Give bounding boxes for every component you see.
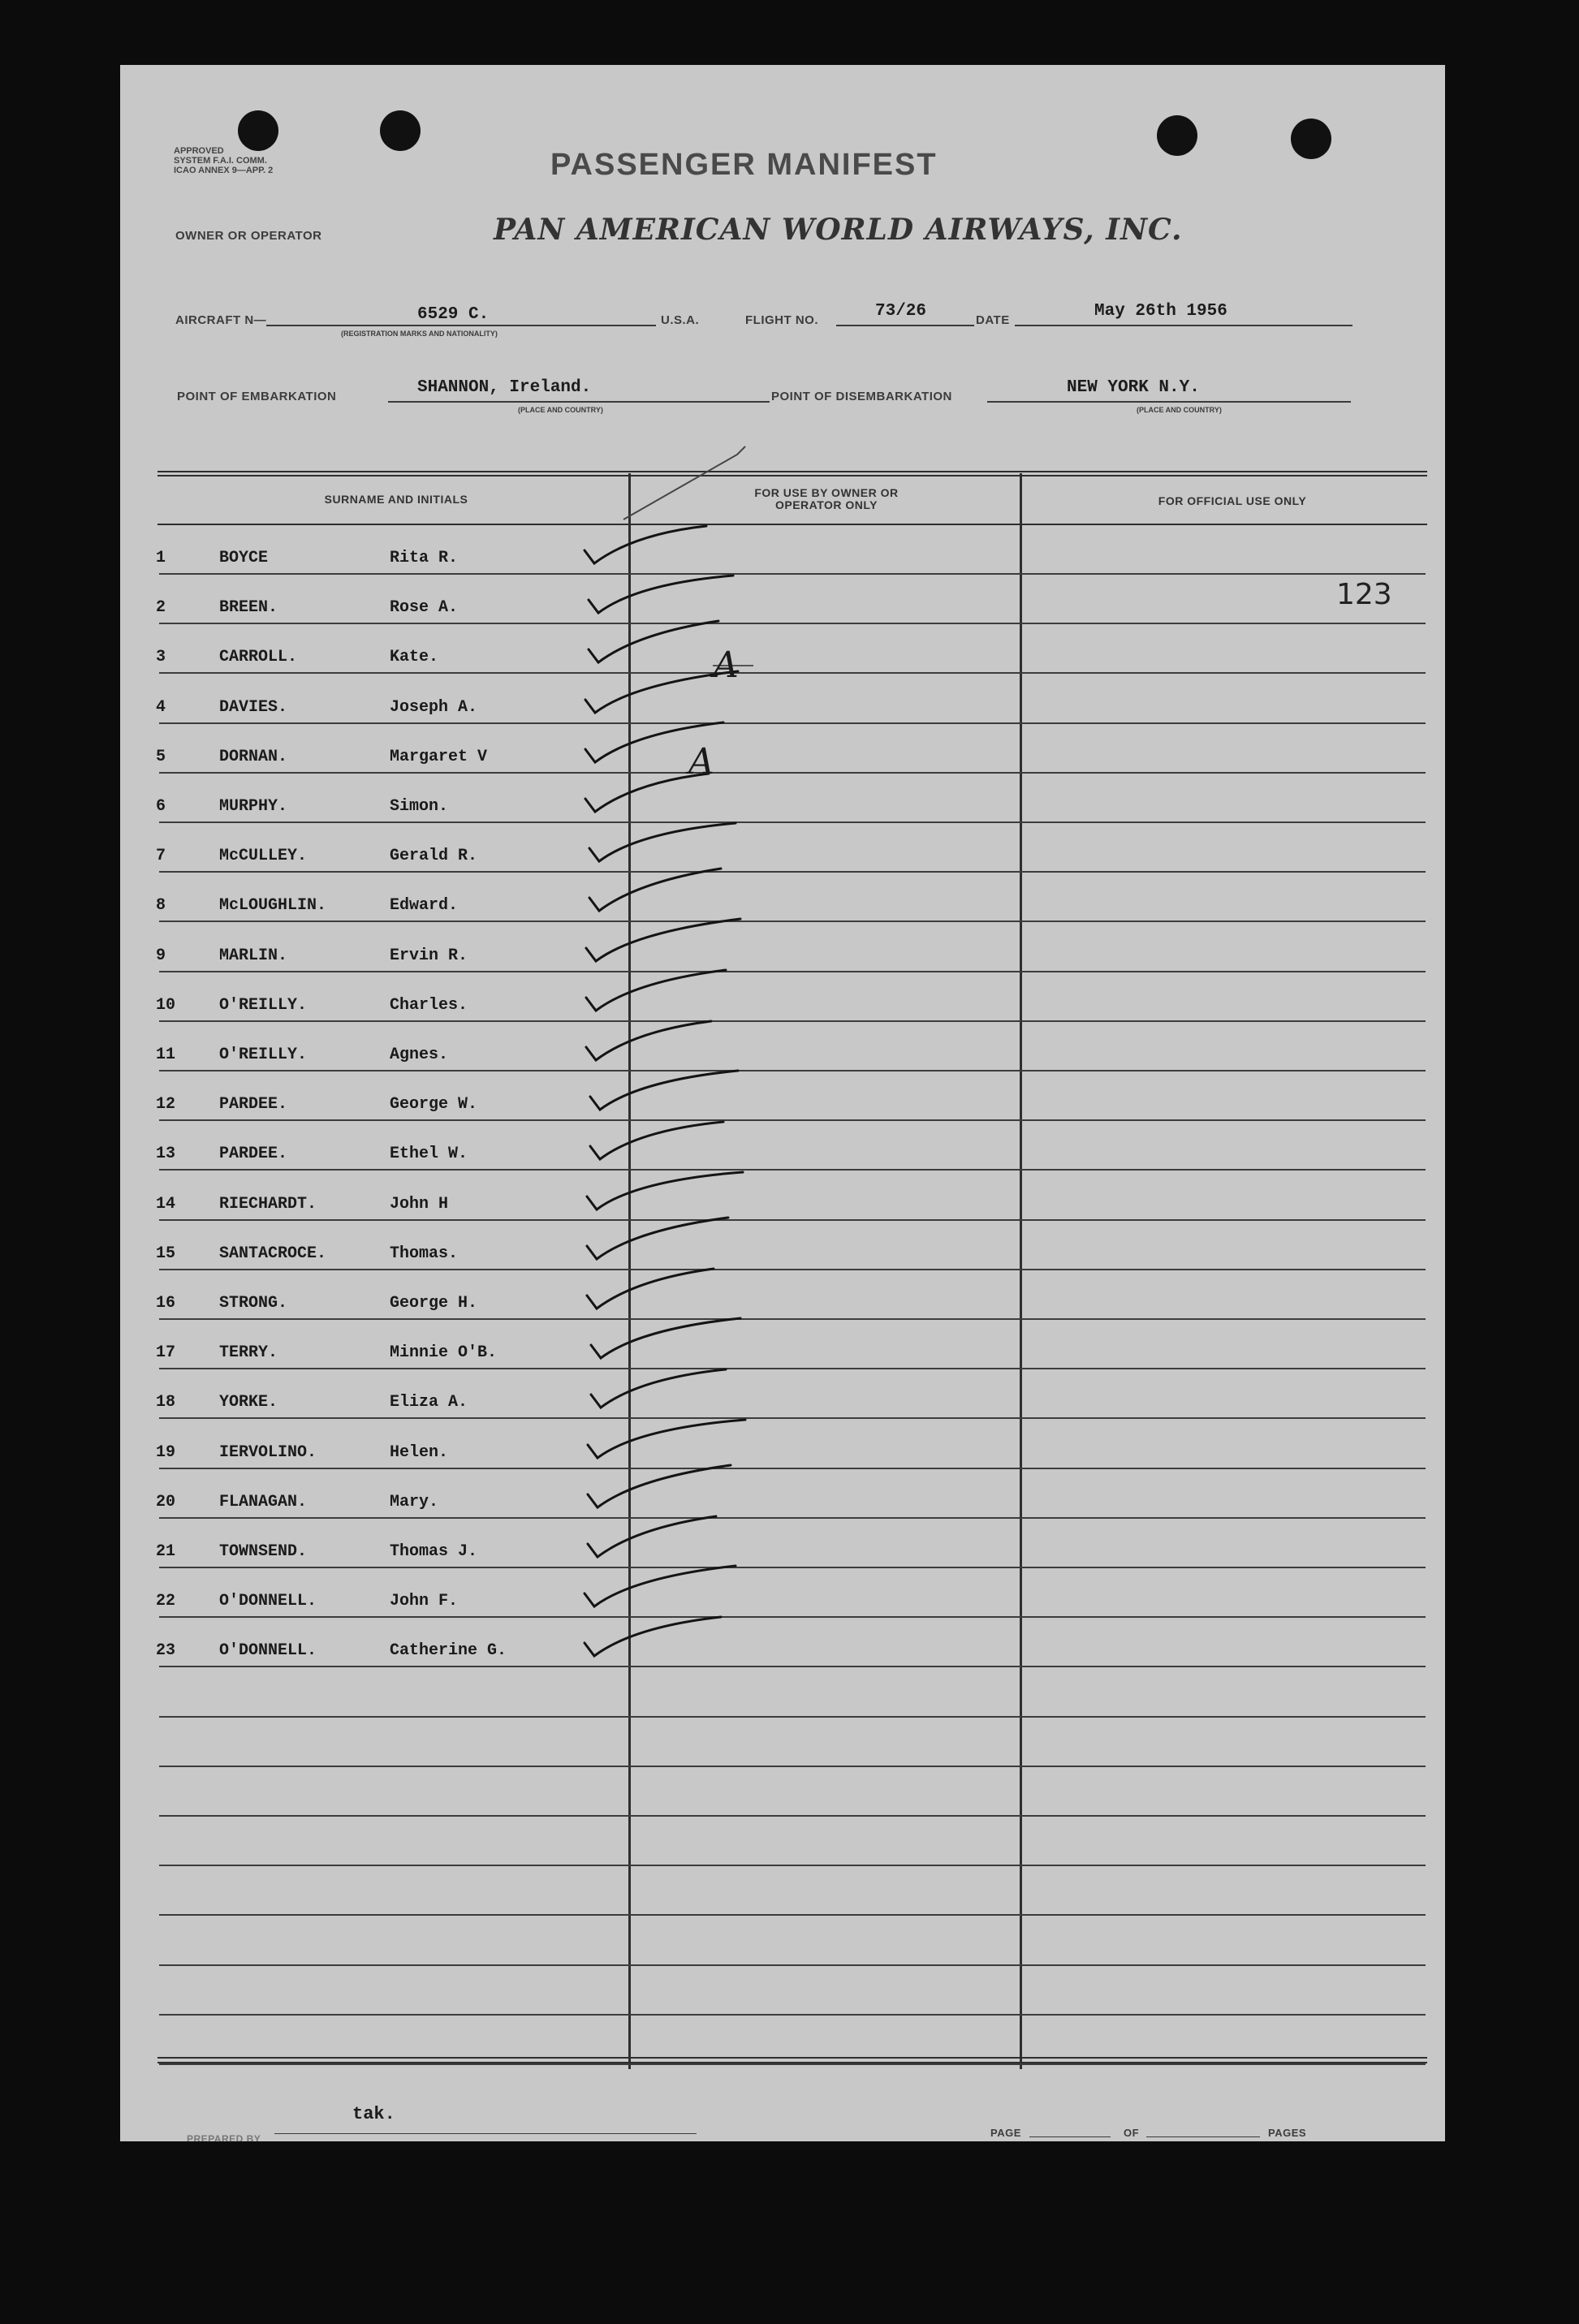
row-number: 1 xyxy=(156,549,166,567)
passenger-surname: BREEN. xyxy=(219,598,278,617)
passenger-surname: MURPHY. xyxy=(219,797,288,816)
col-header-official: FOR OFFICIAL USE ONLY xyxy=(1158,494,1307,507)
passenger-given-name: Thomas. xyxy=(390,1244,459,1263)
passenger-given-name: Joseph A. xyxy=(390,698,478,717)
check-mark xyxy=(589,869,721,911)
passenger-surname: PARDEE. xyxy=(219,1095,288,1114)
check-mark xyxy=(586,970,726,1011)
flight-value: 73/26 xyxy=(875,302,927,321)
handwritten-annotation: A xyxy=(713,645,739,686)
row-number: 14 xyxy=(156,1195,176,1214)
check-mark xyxy=(589,621,718,662)
row-number: 18 xyxy=(156,1393,176,1412)
passenger-given-name: Kate. xyxy=(390,648,439,666)
passenger-surname: O'REILLY. xyxy=(219,996,308,1015)
passenger-given-name: John H xyxy=(390,1195,449,1214)
prepared-label: PREPARED BY xyxy=(187,2133,261,2141)
usa-label: U.S.A. xyxy=(661,313,700,327)
form-title: PASSENGER MANIFEST xyxy=(550,148,938,182)
row-number: 23 xyxy=(156,1641,176,1660)
check-mark xyxy=(589,823,736,861)
flight-label: FLIGHT NO. xyxy=(745,313,818,327)
row-number: 15 xyxy=(156,1244,176,1263)
passenger-given-name: Rita R. xyxy=(390,549,459,567)
passenger-given-name: Margaret V xyxy=(390,748,488,766)
passenger-surname: STRONG. xyxy=(219,1294,288,1313)
approval-line: APPROVED xyxy=(174,146,224,156)
passenger-surname: SANTACROCE. xyxy=(219,1244,327,1263)
disembarkation-caption: (PLACE AND COUNTRY) xyxy=(1137,406,1222,414)
passenger-surname: FLANAGAN. xyxy=(219,1493,308,1511)
owner-label: OWNER OR OPERATOR xyxy=(175,229,322,243)
passenger-surname: DORNAN. xyxy=(219,748,288,766)
check-mark xyxy=(588,1420,745,1458)
row-number: 7 xyxy=(156,847,166,865)
registration-caption: (REGISTRATION MARKS AND NATIONALITY) xyxy=(341,330,498,338)
passenger-surname: RIECHARDT. xyxy=(219,1195,317,1214)
owner-value: PAN AMERICAN WORLD AIRWAYS, INC. xyxy=(494,213,1183,247)
manifest-sheet xyxy=(120,65,1445,2141)
row-number: 6 xyxy=(156,797,166,816)
passenger-given-name: George W. xyxy=(390,1095,478,1114)
row-number: 16 xyxy=(156,1294,176,1313)
aircraft-label: AIRCRAFT N— xyxy=(175,313,267,327)
row-number: 10 xyxy=(156,996,176,1015)
disembarkation-value: NEW YORK N.Y. xyxy=(1067,378,1200,397)
approval-line: SYSTEM F.A.I. COMM. xyxy=(174,156,267,166)
passenger-surname: MARLIN. xyxy=(219,946,288,965)
passenger-surname: TOWNSEND. xyxy=(219,1542,308,1561)
check-mark xyxy=(589,576,733,613)
passenger-surname: McCULLEY. xyxy=(219,847,308,865)
check-mark xyxy=(585,1617,721,1656)
date-value: May 26th 1956 xyxy=(1094,302,1227,321)
check-mark xyxy=(591,1369,726,1408)
row-number: 4 xyxy=(156,698,166,717)
checkmarks-layer xyxy=(120,65,1445,2141)
check-mark xyxy=(591,1318,740,1358)
passenger-surname: IERVOLINO. xyxy=(219,1443,317,1462)
row-number: 12 xyxy=(156,1095,176,1114)
disembarkation-label: POINT OF DISEMBARKATION xyxy=(771,390,952,403)
col-header-owner: FOR USE BY OWNER OR OPERATOR ONLY xyxy=(754,486,899,511)
passenger-given-name: Edward. xyxy=(390,896,459,915)
row-number: 11 xyxy=(156,1046,176,1064)
check-mark xyxy=(587,1218,728,1259)
date-label: DATE xyxy=(976,313,1010,327)
check-mark xyxy=(587,1269,714,1309)
check-mark xyxy=(588,1516,716,1557)
row-number: 17 xyxy=(156,1343,176,1362)
embarkation-label: POINT OF EMBARKATION xyxy=(177,390,337,403)
passenger-surname: YORKE. xyxy=(219,1393,278,1412)
passenger-given-name: Agnes. xyxy=(390,1046,449,1064)
check-mark xyxy=(585,1566,736,1606)
handwritten-annotation: A xyxy=(688,741,714,783)
passenger-surname: O'REILLY. xyxy=(219,1046,308,1064)
aircraft-value: 6529 C. xyxy=(417,305,490,324)
passenger-given-name: John F. xyxy=(390,1592,459,1610)
passenger-given-name: Simon. xyxy=(390,797,449,816)
check-mark xyxy=(590,1071,738,1110)
row-number: 8 xyxy=(156,896,166,915)
check-mark xyxy=(590,1122,723,1159)
row-number: 13 xyxy=(156,1145,176,1163)
row-number: 20 xyxy=(156,1493,176,1511)
row-number: 9 xyxy=(156,946,166,965)
passenger-surname: O'DONNELL. xyxy=(219,1641,317,1660)
passenger-given-name: Mary. xyxy=(390,1493,439,1511)
embarkation-caption: (PLACE AND COUNTRY) xyxy=(518,406,603,414)
passenger-given-name: Ervin R. xyxy=(390,946,468,965)
check-mark xyxy=(586,919,740,961)
check-mark xyxy=(587,1172,743,1209)
check-mark xyxy=(585,526,706,563)
passenger-surname: BOYCE xyxy=(219,549,269,567)
passenger-given-name: Charles. xyxy=(390,996,468,1015)
row-number: 19 xyxy=(156,1443,176,1462)
embarkation-value: SHANNON, Ireland. xyxy=(417,378,592,397)
passenger-given-name: Helen. xyxy=(390,1443,449,1462)
passenger-surname: McLOUGHLIN. xyxy=(219,896,327,915)
row-number: 22 xyxy=(156,1592,176,1610)
passenger-surname: DAVIES. xyxy=(219,698,288,717)
page-label: PAGE xyxy=(990,2127,1021,2139)
check-mark xyxy=(588,1465,731,1507)
prepared-value: tak. xyxy=(352,2104,395,2124)
passenger-given-name: Eliza A. xyxy=(390,1393,468,1412)
row-number: 3 xyxy=(156,648,166,666)
passenger-given-name: Ethel W. xyxy=(390,1145,468,1163)
passenger-surname: TERRY. xyxy=(219,1343,278,1362)
passenger-given-name: George H. xyxy=(390,1294,478,1313)
passenger-surname: O'DONNELL. xyxy=(219,1592,317,1610)
col-header-surname: SURNAME AND INITIALS xyxy=(324,493,468,506)
pages-label: PAGES xyxy=(1268,2127,1307,2139)
approval-line: ICAO ANNEX 9—APP. 2 xyxy=(174,166,274,175)
check-mark xyxy=(586,1021,711,1060)
passenger-given-name: Gerald R. xyxy=(390,847,478,865)
row-number: 5 xyxy=(156,748,166,766)
passenger-surname: CARROLL. xyxy=(219,648,298,666)
passenger-surname: PARDEE. xyxy=(219,1145,288,1163)
passenger-given-name: Catherine G. xyxy=(390,1641,507,1660)
row-number: 21 xyxy=(156,1542,176,1561)
of-label: OF xyxy=(1124,2127,1140,2139)
row-number: 2 xyxy=(156,598,166,617)
pencil-stroke xyxy=(623,446,745,520)
passenger-given-name: Rose A. xyxy=(390,598,459,617)
passenger-given-name: Minnie O'B. xyxy=(390,1343,498,1362)
official-number: 123 xyxy=(1336,578,1392,611)
passenger-given-name: Thomas J. xyxy=(390,1542,478,1561)
